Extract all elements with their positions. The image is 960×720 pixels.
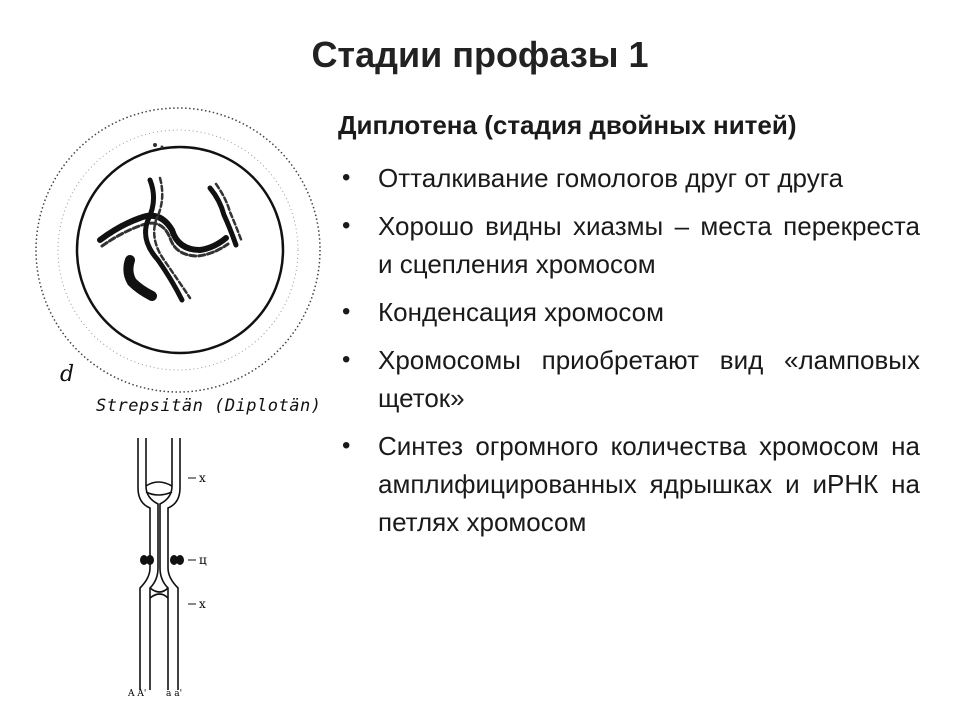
figure-label: d xyxy=(60,362,75,387)
bullet-icon: • xyxy=(342,432,351,459)
mark-x-top: x xyxy=(199,471,206,485)
bullet-icon: • xyxy=(342,212,351,239)
bullet-icon: • xyxy=(342,346,351,373)
chromosome-strand xyxy=(128,260,152,296)
slide-title: Стадии профазы 1 xyxy=(311,34,649,75)
bullet-item: • Отталкивание гомологов друг от друга xyxy=(338,159,920,197)
diplotene-cell-illustration xyxy=(0,100,330,430)
bullet-item: • Конденсация хромосом xyxy=(338,293,920,331)
bullet-item: • Синтез огромного количества хромосом на амплифицированных ядрышках и иРНК на петлях хромосом xyxy=(338,427,920,541)
bullet-item: • Хорошо видны хиазмы – места перекреста и сцепления хромосом xyxy=(338,207,920,283)
bullet-icon: • xyxy=(342,298,351,325)
figure-caption: Strepsitän (Diplotän) xyxy=(96,396,322,416)
label-aa-lower: a a' xyxy=(166,689,183,699)
bullet-icon: • xyxy=(342,164,351,191)
label-aa-upper: A A' xyxy=(128,689,147,699)
chromosome-strand xyxy=(100,216,226,250)
mark-x-bottom: x xyxy=(199,597,206,611)
section-subtitle: Диплотена (стадия двойных нитей) xyxy=(338,110,797,140)
chromosome-pair-diagram xyxy=(110,428,230,700)
mark-centromere: ц xyxy=(199,553,207,567)
content-panel xyxy=(338,110,920,551)
bullet-list xyxy=(338,159,920,541)
bullet-item: • Хромосомы приобретают вид «ламповых щеток» xyxy=(338,341,920,417)
